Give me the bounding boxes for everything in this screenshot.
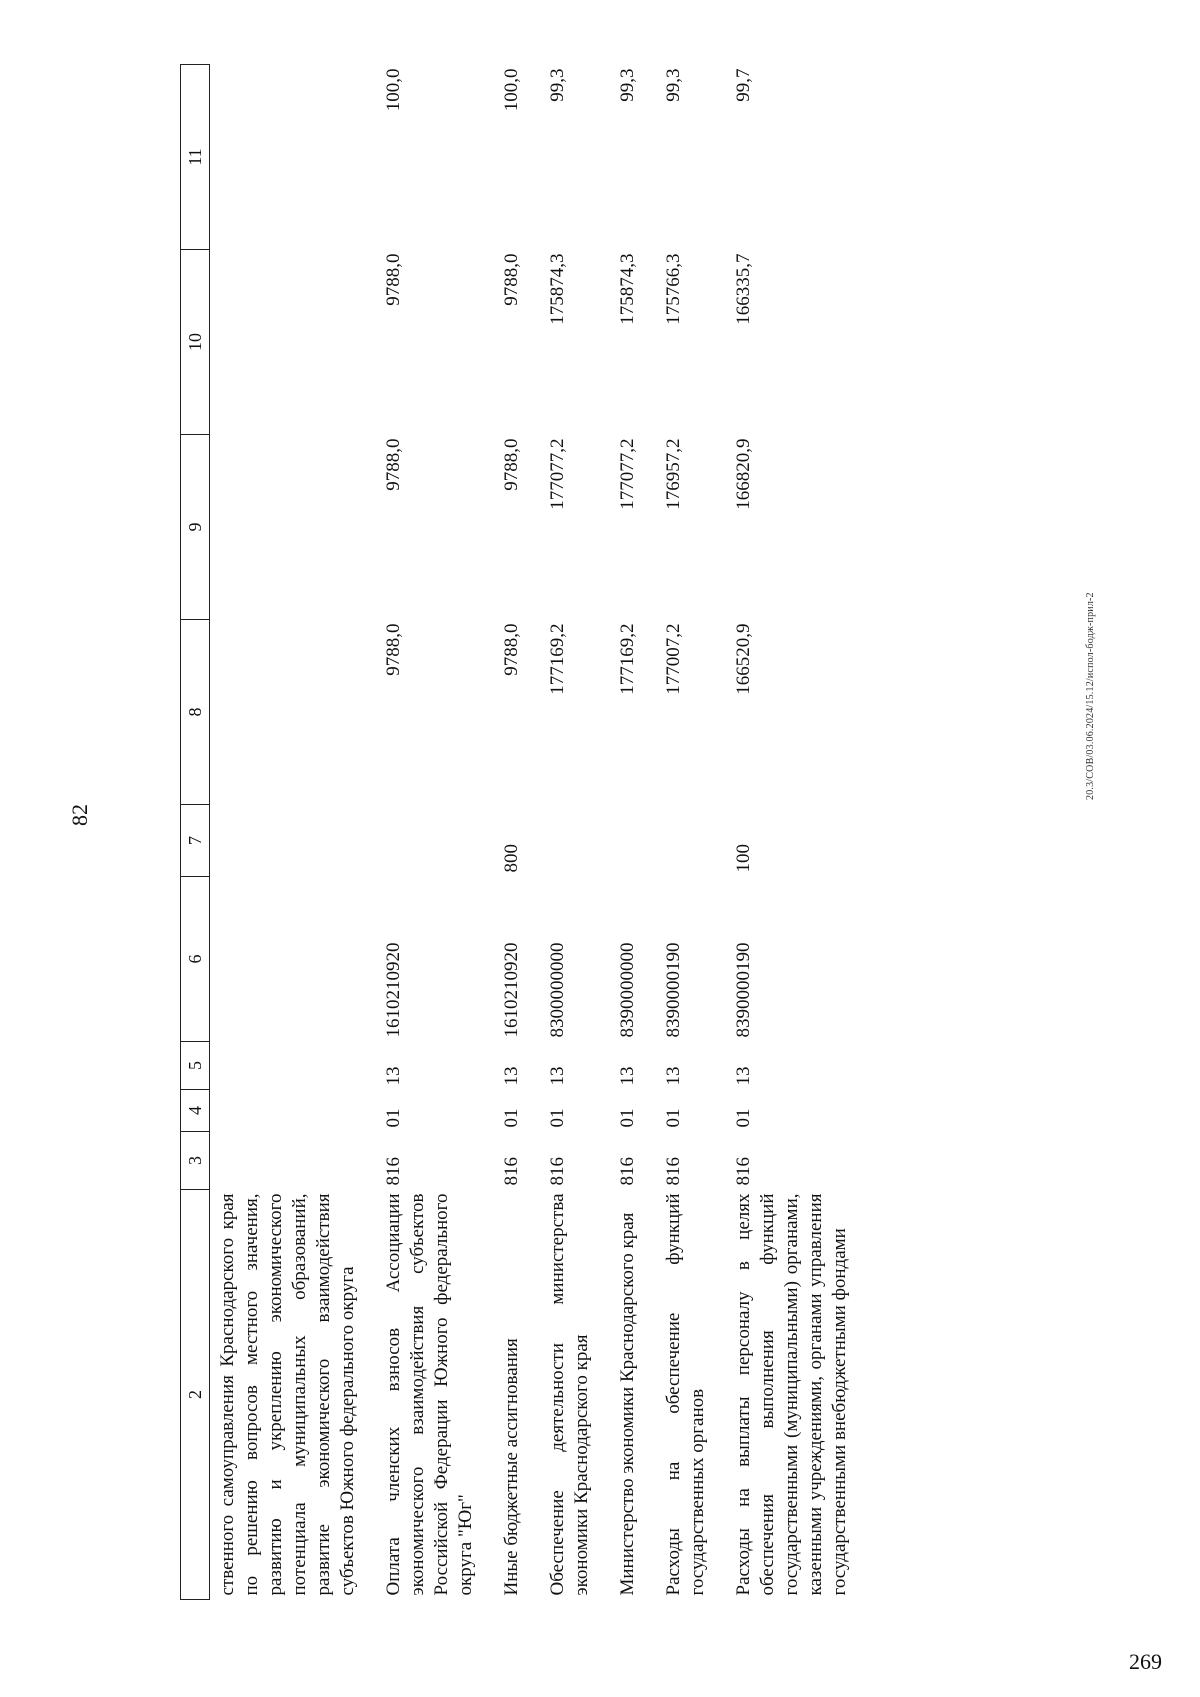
row-c6: 8390000000: [617, 942, 638, 1038]
row-c11: 99,3: [547, 68, 568, 102]
row-c4: 01: [617, 1108, 638, 1128]
row-c9: 177077,2: [547, 438, 568, 510]
row-c5: 13: [383, 1066, 404, 1086]
row-c10: 175874,3: [547, 253, 568, 325]
row-c3: 816: [733, 1157, 754, 1186]
row-description: Расходы на выплаты персоналу в целях обеспечения выполнения функций государственными (муниципальными) органами, казенными учреждениями, органами управления государственными внебюджетными фондами: [733, 1193, 850, 1596]
row-c6: 8390000190: [663, 942, 684, 1038]
table-header-row: [181, 65, 210, 1600]
row-c9: 177077,2: [617, 438, 638, 510]
row-c9: 176957,2: [663, 438, 684, 510]
table-row: [656, 65, 726, 1600]
row-description: Иные бюджетные ассигнования: [501, 1338, 522, 1596]
header-cell-5: 5: [181, 1042, 210, 1090]
row-c3: 816: [663, 1157, 684, 1186]
row-c4: 01: [383, 1108, 404, 1128]
row-c5: 13: [663, 1066, 684, 1086]
table-row: [210, 65, 377, 1600]
row-c11: 99,3: [663, 68, 684, 102]
row-c7: [210, 805, 377, 877]
row-c6: 8390000190: [733, 942, 754, 1038]
row-c5: 13: [501, 1066, 522, 1086]
row-c5: 13: [547, 1066, 568, 1086]
row-c7: 800: [501, 844, 522, 873]
row-description: Обеспечение деятельности министерства экономики Краснодарского края: [547, 1193, 592, 1596]
page-number-top: 82: [67, 804, 92, 826]
row-c7: [610, 805, 656, 877]
row-c4: 01: [501, 1108, 522, 1128]
row-c4: 01: [733, 1108, 754, 1128]
row-c7: 100: [733, 844, 754, 873]
row-c6: 8300000000: [547, 942, 568, 1038]
header-cell-8: 8: [181, 620, 210, 805]
header-cell-7: 7: [181, 805, 210, 877]
document-code: 20.3/СОВ/03.06.2024/15.12/испол-бодж-прил-2: [1085, 592, 1096, 800]
table-row: [610, 65, 656, 1600]
row-c9: 166820,9: [733, 438, 754, 510]
page-number-bottom: 269: [1129, 1649, 1162, 1674]
row-c6: 1610210920: [501, 942, 522, 1038]
row-description: ственного самоуправления Краснодарского края по решению вопросов местного значения, развитию и укреплению экономического потенциала муниципальных образований, развитие экономического взаимодействия субъектов Южного федерального округа: [217, 1193, 358, 1596]
row-c10: 166335,7: [733, 253, 754, 325]
row-c11: [210, 65, 377, 250]
row-c8: 177007,2: [663, 623, 684, 695]
row-c5: [210, 1042, 377, 1090]
row-c11: 100,0: [501, 68, 522, 112]
row-c10: 175874,3: [617, 253, 638, 325]
header-cell-10: 10: [181, 250, 210, 435]
row-c5: 13: [617, 1066, 638, 1086]
row-c3: 816: [547, 1157, 568, 1186]
header-cell-2: 2: [181, 1190, 210, 1600]
row-c10: 175766,3: [663, 253, 684, 325]
row-c11: 99,3: [617, 68, 638, 102]
row-description: Министерство экономики Краснодарского края: [617, 1212, 638, 1596]
header-cell-6: 6: [181, 877, 210, 1042]
row-c9: 9788,0: [383, 438, 404, 491]
header-cell-11: 11: [181, 65, 210, 250]
row-c8: [210, 620, 377, 805]
row-c3: 816: [383, 1157, 404, 1186]
row-c4: 01: [663, 1108, 684, 1128]
row-c11: 99,7: [733, 68, 754, 102]
table-row: [494, 65, 540, 1600]
row-c7: [540, 805, 610, 877]
row-c6: [210, 877, 377, 1042]
header-cell-3: 3: [181, 1132, 210, 1190]
row-c9: 9788,0: [501, 438, 522, 491]
table-row: [726, 65, 868, 1600]
budget-table: [180, 64, 868, 1600]
row-description: Оплата членских взносов Ассоциации экономического взаимодействия субъектов Российской Федерации Южного федерального округа "Юг": [383, 1193, 476, 1596]
row-c4: [210, 1090, 377, 1132]
row-c10: [210, 250, 377, 435]
row-c8: 166520,9: [733, 623, 754, 695]
table-row: [376, 65, 494, 1600]
row-c5: 13: [733, 1066, 754, 1086]
row-c7: [656, 805, 726, 877]
row-c8: 9788,0: [501, 623, 522, 676]
header-cell-9: 9: [181, 435, 210, 620]
row-c6: 1610210920: [383, 942, 404, 1038]
table-row: [540, 65, 610, 1600]
row-c9: [210, 435, 377, 620]
row-c4: 01: [547, 1108, 568, 1128]
row-c3: 816: [501, 1157, 522, 1186]
row-c3: [210, 1132, 377, 1190]
header-cell-4: 4: [181, 1090, 210, 1132]
row-c8: 9788,0: [383, 623, 404, 676]
row-c10: 9788,0: [383, 253, 404, 306]
row-c7: [376, 805, 494, 877]
row-description: Расходы на обеспечение функций государственных органов: [663, 1193, 708, 1596]
rotated-table-wrapper: [180, 65, 1080, 1600]
row-c8: 177169,2: [617, 623, 638, 695]
row-c8: 177169,2: [547, 623, 568, 695]
row-c3: 816: [617, 1157, 638, 1186]
row-c10: 9788,0: [501, 253, 522, 306]
row-c11: 100,0: [383, 68, 404, 112]
